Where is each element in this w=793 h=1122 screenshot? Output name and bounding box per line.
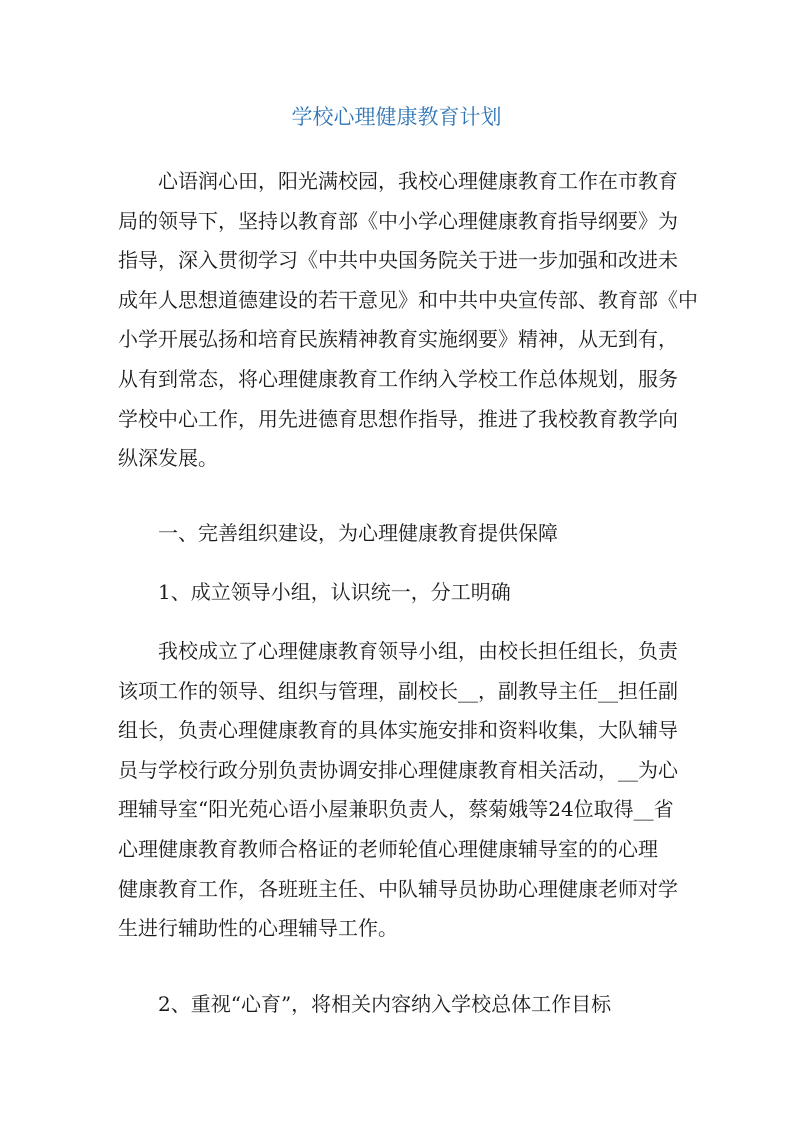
- body-paragraph: [118, 632, 686, 949]
- text-line: 心理健康教育教师合格证的老师轮值心理健康辅导室的的心理: [118, 836, 658, 861]
- text-line: 我校成立了心理健康教育领导小组，由校长担任组长，负责: [158, 639, 678, 663]
- subsection-heading: 2、重视“心育”，将相关内容纳入学校总体工作目标: [158, 992, 612, 1016]
- text-line: 指导，深入贯彻学习《中共中央国务院关于进一步加强和改进未: [118, 248, 678, 273]
- subsection-heading: 1、成立领导小组，认识统一，分工明确: [158, 580, 511, 604]
- text-line: 成年人思想道德建设的若干意见》和中共中央宣传部、教育部《中: [118, 287, 698, 312]
- text-line: 组长，负责心理健康教育的具体实施安排和资料收集，大队辅导: [118, 718, 678, 743]
- text-line: 健康教育工作，各班班主任、中队辅导员协助心理健康老师对学: [118, 876, 678, 901]
- text-line: 生进行辅助性的心理辅导工作。: [118, 916, 398, 941]
- text-line: 理辅导室“阳光苑心语小屋兼职负责人，蔡菊娥等24位取得__省: [118, 797, 674, 822]
- section-heading: 一、完善组织建设，为心理健康教育提供保障: [158, 521, 558, 545]
- text-line: 小学开展弘扬和培育民族精神教育实施纲要》精神，从无到有，: [118, 327, 678, 352]
- text-line: 学校中心工作，用先进德育思想作指导，推进了我校教育教学向: [118, 406, 678, 431]
- text-line: 心语润心田，阳光满校园，我校心理健康教育工作在市教育: [158, 169, 678, 193]
- text-line: 纵深发展。: [118, 446, 218, 471]
- text-line: 员与学校行政分别负责协调安排心理健康教育相关活动，__为心: [118, 757, 678, 782]
- text-line: 局的领导下，坚持以教育部《中小学心理健康教育指导纲要》为: [118, 208, 678, 233]
- document-title: 学校心理健康教育计划: [291, 105, 502, 129]
- text-line: 该项工作的领导、组织与管理，副校长__，副教导主任__担任副: [118, 678, 678, 703]
- text-line: 从有到常态，将心理健康教育工作纳入学校工作总体规划，服务: [118, 366, 678, 391]
- intro-paragraph: [118, 162, 698, 479]
